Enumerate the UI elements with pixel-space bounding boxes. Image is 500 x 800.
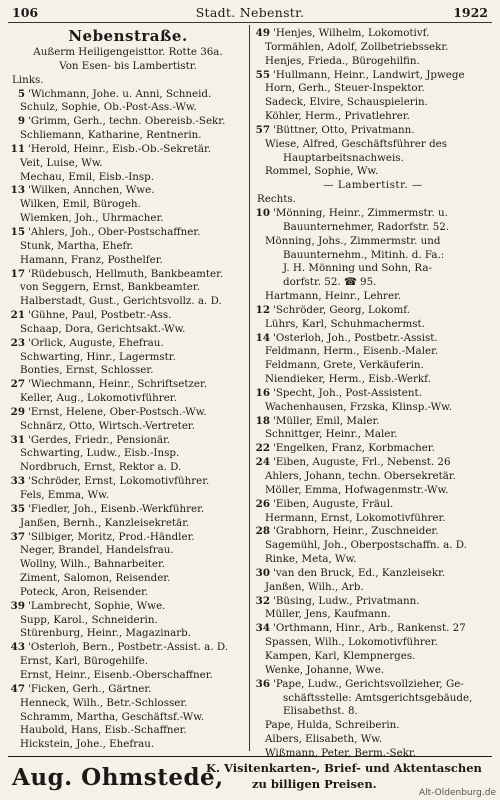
house-entry bbox=[253, 332, 493, 346]
ad-line-2: zu billigen Preisen. bbox=[252, 777, 377, 791]
left-column bbox=[8, 27, 248, 752]
resident-line bbox=[253, 719, 493, 733]
resident-line bbox=[253, 401, 493, 415]
resident-line bbox=[8, 240, 248, 254]
house-entry bbox=[253, 387, 493, 401]
resident-line bbox=[253, 290, 493, 304]
entry-text: 'Schröder, Ernst, Lokomotivführer. bbox=[28, 475, 210, 488]
house-entry bbox=[253, 678, 493, 692]
house-number: 9 bbox=[17, 115, 25, 128]
entry-text: Rommel, Sophie, Ww. bbox=[265, 165, 379, 178]
house-number: 43 bbox=[10, 641, 25, 654]
entry-text: Ziment, Salomon, Reisender. bbox=[20, 572, 171, 585]
resident-line bbox=[253, 249, 493, 263]
entry-text: 'Grimm, Gerh., techn. Obereisb.-Sekr. bbox=[28, 115, 226, 128]
entry-text: 'Orlick, Auguste, Ehefrau. bbox=[28, 336, 164, 349]
house-entry bbox=[8, 683, 248, 697]
entry-text: Wiemken, Joh., Uhrmacher. bbox=[20, 212, 164, 225]
entry-text: Schliemann, Katharine, Rentnerin. bbox=[20, 129, 202, 142]
entry-text: 'Lambrecht, Sophie, Wwe. bbox=[28, 599, 166, 612]
house-entry bbox=[253, 456, 493, 470]
page-number: 106 bbox=[12, 5, 39, 20]
entry-text: Ernst, Heinr., Eisenb.-Oberschaffner. bbox=[20, 668, 213, 681]
house-entry bbox=[253, 498, 493, 512]
entry-text: Sagemühl, Joh., Oberpostschaffn. a. D. bbox=[265, 539, 467, 552]
resident-line bbox=[8, 171, 248, 185]
resident-line bbox=[8, 558, 248, 572]
house-entry bbox=[8, 503, 248, 517]
resident-line bbox=[8, 586, 248, 600]
entry-text: Stunk, Martha, Ehefr. bbox=[20, 239, 134, 252]
resident-line bbox=[253, 650, 493, 664]
entry-text: Schwarting, Ludw., Eisb.-Insp. bbox=[20, 447, 180, 460]
house-number: 31 bbox=[10, 433, 25, 446]
entry-text: Mechau, Emil, Eisb.-Insp. bbox=[20, 170, 155, 183]
house-number: 30 bbox=[255, 566, 270, 579]
resident-line bbox=[8, 46, 248, 60]
resident-line bbox=[8, 711, 248, 725]
house-number: 17 bbox=[10, 267, 25, 280]
entry-text: 'Fiedler, Joh., Eisenb.-Werkführer. bbox=[28, 502, 205, 515]
entry-text: Nordbruch, Ernst, Rektor a. D. bbox=[20, 461, 182, 474]
entry-text: 'Osterloh, Bern., Postbetr.-Assist. a. D. bbox=[28, 641, 229, 654]
entry-text: Bauunternehm., Mitinh. d. Fa.: bbox=[283, 248, 445, 261]
resident-line bbox=[253, 428, 493, 442]
entry-text: 'Silbiger, Moritz, Prod.-Händler. bbox=[28, 530, 195, 543]
entry-text: Janßen, Wilh., Arb. bbox=[265, 580, 364, 593]
house-number: 33 bbox=[10, 475, 25, 488]
street-title: Nebenstraße. bbox=[68, 27, 188, 45]
entry-text: 'Rüdebusch, Hellmuth, Bankbeamter. bbox=[28, 267, 224, 280]
entry-text: Wilken, Emil, Bürogeh. bbox=[20, 198, 141, 211]
entry-text: Henneck, Wilh., Betr.-Schlosser. bbox=[20, 696, 188, 709]
entry-text: 'Mönning, Heinr., Zimmermstr. u. bbox=[273, 206, 448, 219]
entry-text: 'Wichmann, Johe. u. Anni, Schneid. bbox=[28, 87, 212, 100]
resident-line bbox=[8, 572, 248, 586]
house-entry bbox=[253, 207, 493, 221]
resident-line bbox=[253, 110, 493, 124]
house-number: 32 bbox=[255, 594, 270, 607]
house-number: 24 bbox=[255, 456, 270, 469]
house-entry bbox=[253, 595, 493, 609]
resident-line bbox=[8, 60, 248, 74]
running-title: Stadt. Nebenstr. bbox=[195, 5, 305, 20]
entry-text: Möller, Emma, Hofwagenmstr.-Ww. bbox=[265, 483, 449, 496]
entry-text: Janßen, Bernh., Kanzleisekretär. bbox=[20, 516, 190, 529]
resident-line bbox=[253, 539, 493, 553]
resident-line bbox=[253, 608, 493, 622]
entry-text: Hamann, Franz, Posthelfer. bbox=[20, 253, 163, 266]
entry-text: Bauunternehmer, Radorfstr. 52. bbox=[283, 220, 450, 233]
column-divider bbox=[249, 25, 250, 751]
house-entry bbox=[8, 600, 248, 614]
section-heading bbox=[253, 179, 493, 193]
resident-line bbox=[253, 276, 493, 290]
entry-text: Sadeck, Elvire, Schauspielerin. bbox=[265, 96, 428, 109]
resident-line bbox=[8, 420, 248, 434]
entry-text: Schnittger, Heinr., Maler. bbox=[265, 428, 398, 441]
house-number: 47 bbox=[10, 682, 25, 695]
entry-text: Von Esen- bis Lambertistr. bbox=[59, 59, 197, 72]
resident-line bbox=[8, 212, 248, 226]
entry-text: 'Orthmann, Hinr., Arb., Rankenst. 27 bbox=[273, 622, 466, 635]
resident-line bbox=[253, 165, 493, 179]
resident-line bbox=[8, 461, 248, 475]
entry-text: 'Wilken, Annchen, Wwe. bbox=[28, 184, 155, 197]
entry-text: Schaap, Dora, Gerichtsakt.-Ww. bbox=[20, 322, 186, 335]
resident-line bbox=[8, 655, 248, 669]
resident-line bbox=[8, 295, 248, 309]
house-entry bbox=[8, 184, 248, 198]
resident-line bbox=[8, 697, 248, 711]
house-number: 49 bbox=[255, 27, 270, 39]
house-entry bbox=[253, 124, 493, 138]
resident-line bbox=[253, 512, 493, 526]
ad-line-1: K. Visitenkarten-, Brief- und Aktentaschen bbox=[206, 761, 482, 775]
entry-text: 'Ahlers, Joh., Ober-Postschaffner. bbox=[28, 225, 201, 238]
header-rule bbox=[8, 22, 492, 23]
watermark: Alt-Oldenburg.de bbox=[418, 788, 496, 798]
house-number: 18 bbox=[255, 414, 270, 427]
entry-text: 'Wiechmann, Heinr., Schriftsetzer. bbox=[28, 378, 208, 391]
entry-text: Hauptarbeitsnachweis. bbox=[283, 151, 404, 164]
entry-text: Horn, Gerh., Steuer-Inspektor. bbox=[265, 82, 425, 95]
entry-text: Rinke, Meta, Ww. bbox=[265, 553, 357, 566]
house-entry bbox=[253, 69, 493, 83]
resident-line bbox=[8, 323, 248, 337]
house-entry bbox=[8, 434, 248, 448]
entry-text: Wachenhausen, Frzska, Klinsp.-Ww. bbox=[265, 400, 453, 413]
entry-text: Albers, Elisabeth, Ww. bbox=[265, 733, 383, 746]
resident-line bbox=[253, 138, 493, 152]
house-entry bbox=[8, 143, 248, 157]
house-number: 5 bbox=[17, 87, 25, 100]
house-entry bbox=[253, 525, 493, 539]
resident-line bbox=[253, 55, 493, 69]
entry-text: 'Ficken, Gerh., Gärtner. bbox=[28, 682, 152, 695]
house-entry bbox=[253, 442, 493, 456]
resident-line bbox=[8, 392, 248, 406]
entry-text: Schulz, Sophie, Ob.-Post-Ass.-Ww. bbox=[20, 101, 197, 114]
house-entry bbox=[8, 378, 248, 392]
entry-text: Niendieker, Herm., Eisb.-Werkf. bbox=[265, 373, 431, 386]
house-entry bbox=[8, 406, 248, 420]
resident-line bbox=[253, 664, 493, 678]
house-number: 14 bbox=[255, 331, 270, 344]
entry-text: Keller, Aug., Lokomotivführer. bbox=[20, 392, 177, 405]
entry-text: Mönning, Johs., Zimmermstr. und bbox=[265, 234, 441, 247]
resident-line bbox=[253, 636, 493, 650]
entry-text: Spassen, Wilh., Lokomotivführer. bbox=[265, 636, 438, 649]
resident-line bbox=[253, 152, 493, 166]
entry-text: Veit, Luise, Ww. bbox=[20, 156, 103, 169]
entry-text: 'Henjes, Wilhelm, Lokomotivf. bbox=[273, 27, 430, 39]
entry-text: von Seggern, Ernst, Bankbeamter. bbox=[20, 281, 200, 294]
entry-text: Kampen, Karl, Klempnerges. bbox=[265, 649, 416, 662]
right-column bbox=[253, 27, 493, 761]
house-number: 21 bbox=[10, 309, 25, 322]
house-entry bbox=[253, 567, 493, 581]
year-label: 1922 bbox=[453, 5, 488, 20]
house-entry bbox=[8, 475, 248, 489]
resident-line bbox=[253, 733, 493, 747]
entry-text: Wiese, Alfred, Geschäftsführer des bbox=[265, 137, 448, 150]
entry-text: J. H. Mönning und Sohn, Ra- bbox=[283, 262, 432, 275]
entry-text: Pape, Hulda, Schreiberin. bbox=[265, 719, 400, 732]
entry-text: 'Grabhorn, Heinr., Zuschneider. bbox=[273, 525, 439, 538]
entry-text: Elisabethst. 8. bbox=[283, 705, 358, 718]
resident-line bbox=[253, 318, 493, 332]
entry-text: 'Büttner, Otto, Privatmann. bbox=[273, 123, 415, 136]
house-number: 34 bbox=[255, 622, 270, 635]
entry-text: Henjes, Frieda., Bürogehilfin. bbox=[265, 54, 420, 67]
entry-text: Lührs, Karl, Schuhmachermst. bbox=[265, 317, 425, 330]
entry-text: Hermann, Ernst, Lokomotivführer. bbox=[265, 511, 446, 524]
resident-line bbox=[253, 692, 493, 706]
resident-line bbox=[8, 627, 248, 641]
resident-line bbox=[8, 489, 248, 503]
resident-line bbox=[253, 484, 493, 498]
resident-line bbox=[253, 373, 493, 387]
entry-text: 'Herold, Heinr., Eisb.-Ob.-Sekretär. bbox=[28, 142, 212, 155]
house-entry bbox=[8, 115, 248, 129]
house-entry bbox=[8, 531, 248, 545]
entry-text: 'Pape, Ludw., Gerichtsvollzieher, Ge- bbox=[273, 677, 464, 690]
resident-line bbox=[253, 262, 493, 276]
entry-text: Müller, Jens, Kaufmann. bbox=[265, 608, 391, 621]
house-number: 39 bbox=[10, 599, 25, 612]
resident-line bbox=[253, 235, 493, 249]
house-entry bbox=[8, 337, 248, 351]
entry-text: 'Hullmann, Heinr., Landwirt, Jpwege bbox=[273, 68, 465, 81]
house-number: 13 bbox=[10, 184, 25, 197]
resident-line bbox=[253, 553, 493, 567]
house-number: 35 bbox=[10, 502, 25, 515]
resident-line bbox=[253, 470, 493, 484]
resident-line bbox=[8, 517, 248, 531]
resident-line bbox=[8, 364, 248, 378]
resident-line bbox=[8, 614, 248, 628]
resident-line bbox=[8, 157, 248, 171]
entry-text: Schwarting, Hinr., Lagermstr. bbox=[20, 350, 176, 363]
entry-text: Wißmann, Peter, Berm.-Sekr. bbox=[265, 746, 416, 759]
house-entry bbox=[8, 309, 248, 323]
entry-text: Poteck, Aron, Reisender. bbox=[20, 585, 149, 598]
entry-text: Schnärz, Otto, Wirtsch.-Vertreter. bbox=[20, 419, 195, 432]
entry-text: Außerm Heiligengeisttor. Rotte 36a. bbox=[33, 46, 223, 58]
resident-line bbox=[253, 581, 493, 595]
resident-line bbox=[8, 351, 248, 365]
house-entry bbox=[8, 268, 248, 282]
entry-text: Links. bbox=[12, 73, 44, 86]
entry-text: dorfstr. 52. ☎ 95. bbox=[283, 276, 377, 289]
resident-line bbox=[8, 129, 248, 143]
entry-text: Ernst, Karl, Bürogehilfe. bbox=[20, 655, 149, 668]
entry-text: Köhler, Herm., Privatlehrer. bbox=[265, 110, 410, 123]
resident-line bbox=[253, 82, 493, 96]
house-number: 12 bbox=[255, 303, 270, 316]
resident-line bbox=[8, 669, 248, 683]
house-number: 36 bbox=[255, 677, 270, 690]
entry-text: 'Specht, Joh., Post-Assistent. bbox=[273, 386, 422, 399]
resident-line bbox=[8, 738, 248, 752]
entry-text: Rechts. bbox=[257, 193, 296, 206]
resident-line bbox=[253, 96, 493, 110]
house-number: 28 bbox=[255, 525, 270, 538]
resident-line bbox=[8, 544, 248, 558]
entry-text: Ahlers, Johann, techn. Obersekretär. bbox=[265, 470, 456, 482]
house-number: 10 bbox=[255, 206, 270, 219]
resident-line bbox=[8, 281, 248, 295]
entry-text: 'van den Bruck, Ed., Kanzleisekr. bbox=[273, 566, 446, 579]
entry-text: Haubold, Hans, Eisb.-Schaffner. bbox=[20, 724, 187, 737]
entry-text: Stürenburg, Heinr., Magazinarb. bbox=[20, 627, 192, 640]
resident-line bbox=[8, 254, 248, 268]
entry-text: Schramm, Martha, Geschäftsf.-Ww. bbox=[20, 710, 205, 723]
house-number: 27 bbox=[10, 378, 25, 391]
house-entry bbox=[253, 622, 493, 636]
entry-text: Tormählen, Adolf, Zollbetriebssekr. bbox=[265, 40, 449, 53]
entry-text: 'Eiben, Auguste, Fräul. bbox=[273, 497, 394, 510]
resident-line bbox=[8, 198, 248, 212]
entry-text: Bonties, Ernst, Schlosser. bbox=[20, 364, 154, 377]
house-entry bbox=[8, 641, 248, 655]
house-entry bbox=[253, 415, 493, 429]
entry-text: schäftsstelle: Amtsgerichtsgebäude, bbox=[283, 691, 473, 704]
house-number: 55 bbox=[255, 68, 270, 81]
resident-line bbox=[253, 41, 493, 55]
resident-line bbox=[253, 705, 493, 719]
resident-line bbox=[253, 193, 493, 207]
house-number: 37 bbox=[10, 530, 25, 543]
entry-text: Fels, Emma, Ww. bbox=[20, 489, 109, 501]
entry-text: Feldmann, Grete, Verkäuferin. bbox=[265, 359, 424, 372]
house-entry bbox=[253, 304, 493, 318]
entry-text: 'Eiben, Auguste, Frl., Nebenst. 26 bbox=[273, 456, 451, 469]
house-number: 11 bbox=[10, 142, 25, 155]
entry-text: Hartmann, Heinr., Lehrer. bbox=[265, 290, 402, 303]
house-number: 29 bbox=[10, 405, 25, 418]
entry-text: Neger, Brandel, Handelsfrau. bbox=[20, 544, 174, 557]
entry-text: Feldmann, Herm., Eisenb.-Maler. bbox=[265, 345, 439, 358]
resident-line bbox=[8, 447, 248, 461]
resident-line bbox=[8, 101, 248, 115]
entry-text: 'Schröder, Georg, Lokomf. bbox=[273, 303, 410, 316]
entry-text: 'Müller, Emil, Maler. bbox=[273, 414, 380, 427]
resident-line bbox=[8, 74, 248, 88]
entry-text: 'Gühne, Paul, Postbetr.-Ass. bbox=[28, 309, 172, 322]
house-entry bbox=[253, 27, 493, 41]
entry-text: Halberstadt, Gust., Gerichtsvollz. a. D. bbox=[20, 295, 222, 308]
entry-text: 'Gerdes, Friedr., Pensionär. bbox=[28, 433, 171, 446]
house-number: 15 bbox=[10, 225, 25, 238]
resident-line bbox=[253, 221, 493, 235]
house-number: 26 bbox=[255, 497, 270, 510]
entry-text: — Lambertistr. — bbox=[323, 179, 423, 192]
house-number: 22 bbox=[255, 442, 270, 455]
entry-text: 'Engelken, Franz, Korbmacher. bbox=[273, 442, 435, 455]
page-header bbox=[10, 4, 490, 22]
entry-text: 'Büsing, Ludw., Privatmann. bbox=[273, 594, 420, 607]
house-number: 23 bbox=[10, 336, 25, 349]
house-number: 16 bbox=[255, 386, 270, 399]
entry-text: Supp, Karol., Schneiderin. bbox=[20, 613, 158, 626]
entry-text: 'Ernst, Helene, Ober-Postsch.-Ww. bbox=[28, 405, 207, 418]
entry-text: Wollny, Wilh., Bahnarbeiter. bbox=[20, 558, 166, 571]
entry-text: Wenke, Johanne, Wwe. bbox=[265, 663, 385, 676]
resident-line bbox=[8, 724, 248, 738]
resident-line bbox=[253, 359, 493, 373]
ad-brand: Aug. Ohmstede, bbox=[12, 764, 224, 791]
house-entry bbox=[8, 88, 248, 102]
house-entry bbox=[8, 226, 248, 240]
entry-text: 'Osterloh, Joh., Postbetr.-Assist. bbox=[273, 331, 438, 344]
entry-text: Hickstein, Johe., Ehefrau. bbox=[20, 738, 155, 751]
house-number: 57 bbox=[255, 123, 270, 136]
resident-line bbox=[253, 345, 493, 359]
